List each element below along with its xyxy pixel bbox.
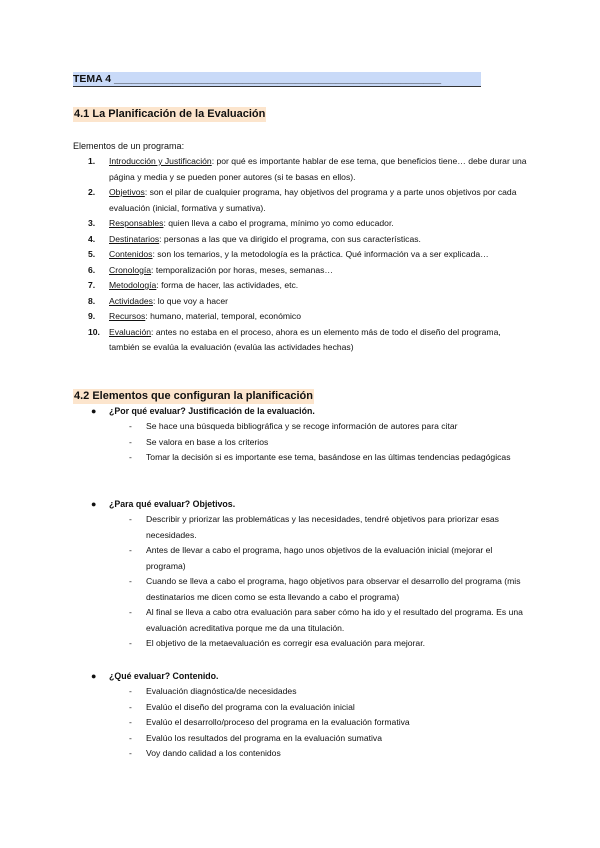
- list-text: : lo que voy a hacer: [152, 295, 228, 306]
- question-title-text: ¿Para qué evaluar? Objetivos.: [109, 499, 236, 509]
- list-item: [73, 278, 533, 294]
- list-text: Describir y priorizar las problemáticas y las necesidades, tendré objetivos para priorizar esas necesidades.: [146, 514, 499, 540]
- list-text: Evalúo el desarrollo/proceso del programa en la evaluación formativa: [146, 717, 410, 727]
- list-term: Contenidos: [109, 249, 153, 259]
- dash-icon: -: [129, 421, 132, 431]
- list-text: : humano, material, temporal, económico: [145, 311, 302, 321]
- list-text: Cuando se lleva a cabo el programa, hago objetivos para observar el desarrollo del programa (mis destinatarios me dicen como se esta llevando a cabo el programa): [146, 576, 521, 602]
- list-text: Evalúo el diseño del programa con la evaluación inicial: [146, 701, 355, 712]
- dash-icon: -: [129, 452, 132, 462]
- list-term: Destinatarios: [109, 233, 160, 244]
- list-term: Evaluación: [109, 326, 152, 337]
- list-term: Metodología: [109, 280, 157, 290]
- question-title: [73, 404, 533, 419]
- dash-icon: -: [129, 638, 132, 648]
- list-term: Objetivos: [109, 187, 145, 197]
- question-block-que: [73, 669, 533, 762]
- list-text: : son el pilar de cualquier programa, hay objetivos del programa y a parte unos objetivos por cada evaluación (inicial, formativa y sumativa).: [109, 187, 517, 213]
- list-item: [73, 450, 533, 466]
- section-heading-4-2: 4.2 Elementos que configuran la planificación: [74, 390, 313, 402]
- dash-icon: -: [129, 686, 132, 696]
- list-term: Cronología: [109, 264, 152, 275]
- bullet-icon: ●: [91, 406, 97, 416]
- list-term: Responsables: [109, 218, 164, 228]
- list-item: [73, 605, 533, 636]
- program-elements-list: [73, 154, 533, 356]
- question-title: [73, 669, 533, 684]
- list-number: 6.: [88, 264, 96, 275]
- list-text: Antes de llevar a cabo el programa, hago unos objetivos de la evaluación inicial (mejorar el programa): [146, 545, 493, 571]
- list-item: [73, 419, 533, 435]
- list-item: [73, 263, 533, 279]
- list-text: : forma de hacer, las actividades, etc.: [156, 280, 299, 290]
- list-text: : quien lleva a cabo el programa, mínimo yo como educador.: [163, 218, 394, 228]
- list-item: [73, 636, 533, 652]
- list-number: 5.: [88, 249, 96, 259]
- bullet-icon: ●: [91, 671, 97, 681]
- question-block-para-que: [73, 497, 533, 652]
- dash-list: [73, 684, 533, 762]
- question-title: [73, 497, 533, 512]
- list-number: 10.: [88, 326, 100, 337]
- list-number: 8.: [88, 295, 96, 306]
- list-item: [73, 512, 533, 543]
- list-text: Voy dando calidad a los contenidos: [146, 748, 281, 758]
- list-item: [73, 574, 533, 605]
- list-item: [73, 543, 533, 574]
- list-text: El objetivo de la metaevaluación es corregir esa evaluación para mejorar.: [146, 638, 425, 648]
- dash-icon: -: [129, 701, 132, 712]
- list-item: [73, 325, 533, 356]
- dash-list: [73, 512, 533, 652]
- list-text: : son los temarios, y la metodología es la práctica. Qué información va a ser explicada…: [152, 249, 489, 259]
- list-term: Recursos: [109, 311, 146, 321]
- list-item: [73, 731, 533, 747]
- list-number: 4.: [88, 233, 96, 244]
- list-number: 2.: [88, 187, 96, 197]
- list-term: Introducción y Justificación: [109, 156, 212, 166]
- dash-icon: -: [129, 514, 132, 524]
- dash-icon: -: [129, 545, 132, 555]
- list-text: : antes no estaba en el proceso, ahora es un elemento más de todo el diseño del programa, también se evalúa la evaluación (evalúa las actividades hechas): [109, 326, 501, 352]
- list-item: [73, 715, 533, 731]
- list-item: [73, 294, 533, 310]
- list-number: 9.: [88, 311, 96, 321]
- list-text: Al final se lleva a cabo otra evaluación para saber cómo ha ido y el resultado del programa. Es una evaluación acreditativa porque me da una titulación.: [146, 607, 523, 633]
- list-item: [73, 684, 533, 700]
- list-text: Se valora en base a los criterios: [146, 436, 269, 447]
- list-number: 7.: [88, 280, 96, 290]
- dash-icon: -: [129, 748, 132, 758]
- tema-title: TEMA 4 ________________________________________________________: [73, 72, 481, 87]
- dash-icon: -: [129, 607, 132, 617]
- list-text: Evaluación diagnóstica/de necesidades: [146, 686, 297, 696]
- list-text: : por qué es importante hablar de ese tema, que beneficios tiene… debe durar una página y media y se pueden poner autores (si te basas en ellos).: [109, 156, 527, 182]
- section-heading-4-1: 4.1 La Planificación de la Evaluación: [74, 108, 266, 120]
- intro-text: Elementos de un programa:: [73, 141, 185, 151]
- list-item: [73, 154, 533, 185]
- list-text: : temporalización por horas, meses, semanas…: [151, 264, 334, 275]
- list-term: Actividades: [109, 295, 153, 306]
- list-item: [73, 232, 533, 248]
- bullet-icon: ●: [91, 499, 97, 509]
- list-item: [73, 746, 533, 762]
- list-text: : personas a las que va dirigido el programa, con sus características.: [159, 233, 421, 244]
- question-title-text: ¿Por qué evaluar? Justificación de la evaluación.: [109, 406, 315, 416]
- list-text: Evalúo los resultados del programa en la evaluación sumativa: [146, 732, 382, 743]
- dash-list: [73, 419, 533, 466]
- list-item: [73, 216, 533, 232]
- question-block-por-que: [73, 404, 533, 466]
- list-item: [73, 700, 533, 716]
- dash-icon: -: [129, 576, 132, 586]
- dash-icon: -: [129, 717, 132, 727]
- question-title-text: ¿Qué evaluar? Contenido.: [109, 671, 219, 681]
- list-item: [73, 247, 533, 263]
- dash-icon: -: [129, 732, 132, 743]
- list-number: 1.: [88, 156, 96, 166]
- list-text: Se hace una búsqueda bibliográfica y se recoge información de autores para citar: [146, 421, 458, 431]
- list-text: Tomar la decisión si es importante ese tema, basándose en las últimas tendencias pedagógicas: [146, 452, 511, 462]
- list-item: [73, 309, 533, 325]
- dash-icon: -: [129, 436, 132, 447]
- list-item: [73, 185, 533, 216]
- list-number: 3.: [88, 218, 96, 228]
- list-item: [73, 435, 533, 451]
